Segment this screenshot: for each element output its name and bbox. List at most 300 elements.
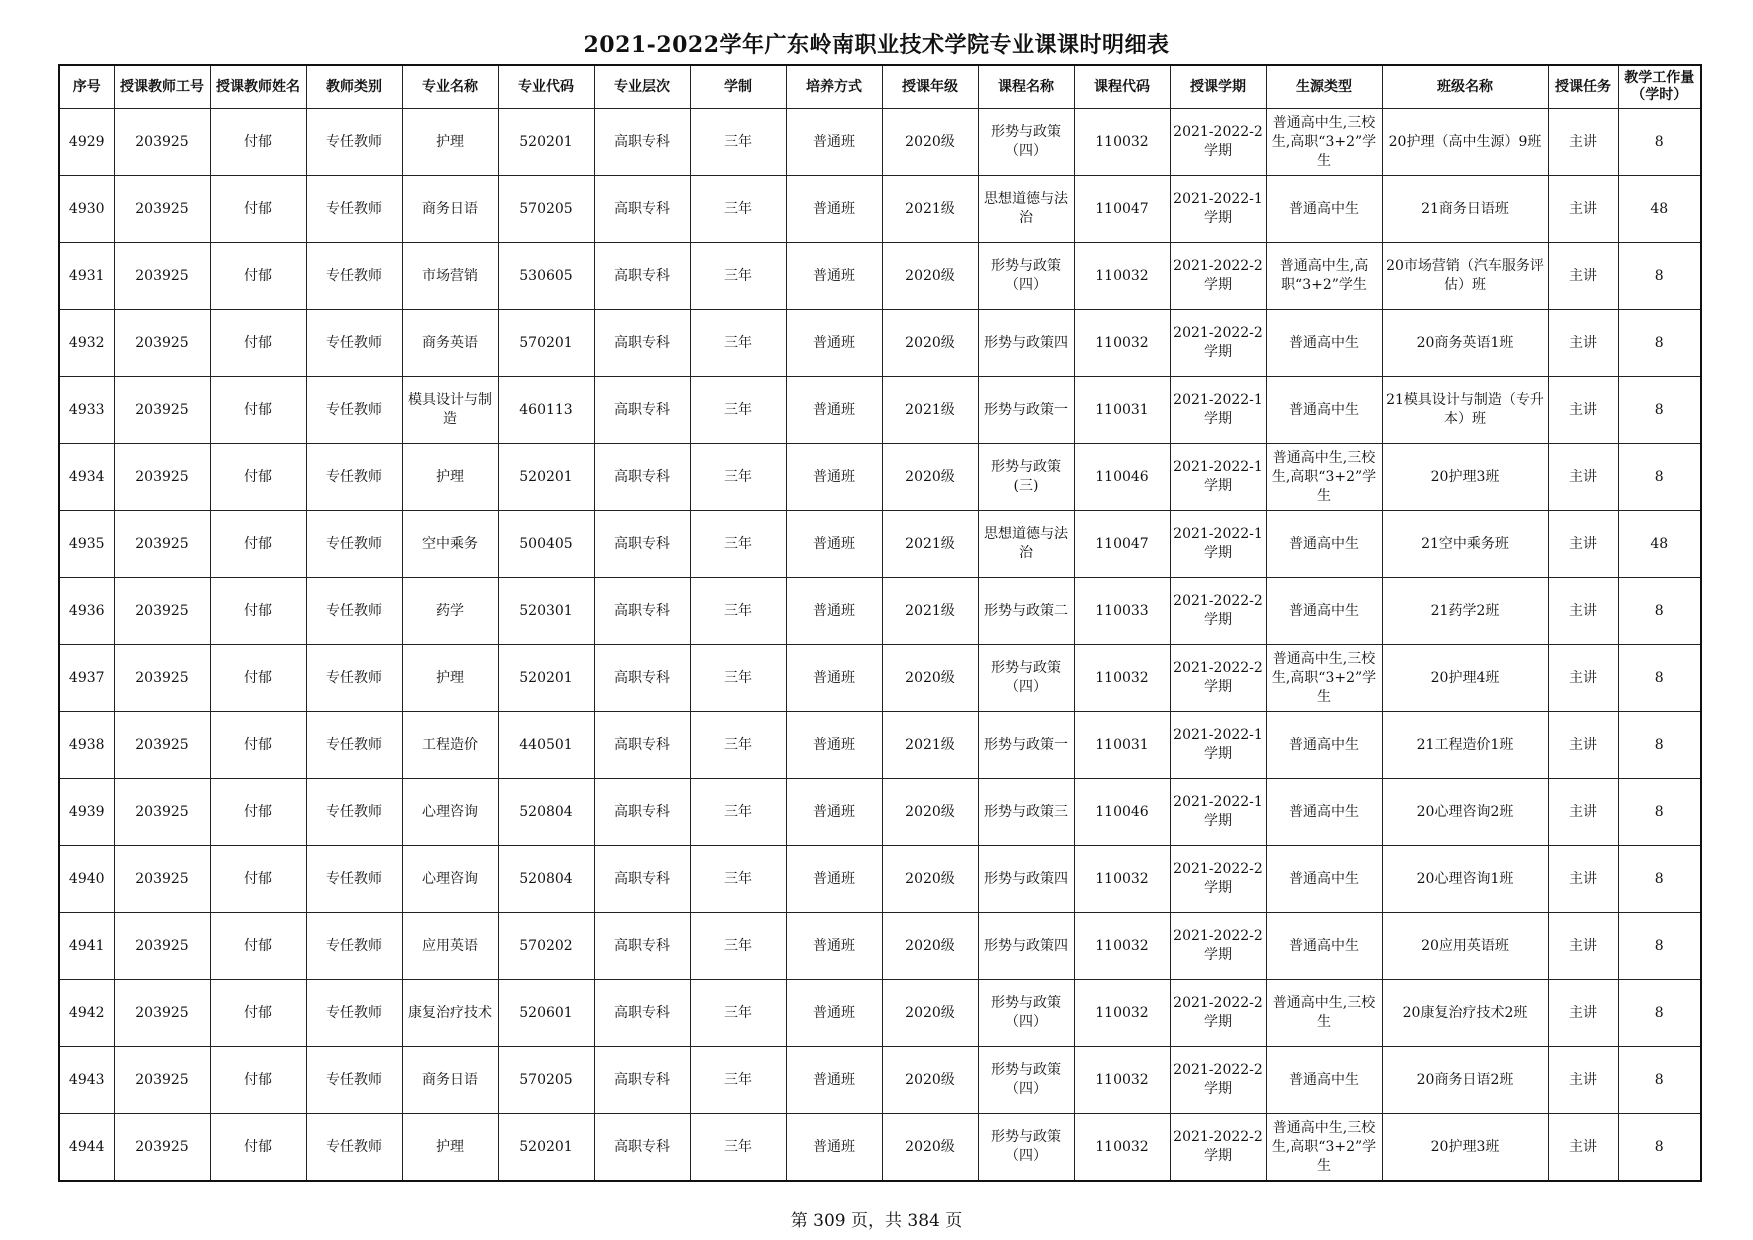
table-row [59,712,1701,779]
table-cell: 20市场营销（汽车服务评估）班 [1382,243,1548,310]
table-cell: 主讲 [1548,310,1618,377]
table-cell: 2020级 [882,1047,978,1114]
table-cell: 普通班 [786,109,882,176]
table-cell: 主讲 [1548,109,1618,176]
table-cell: 付郁 [210,243,306,310]
table-cell: 主讲 [1548,1047,1618,1114]
table-cell: 主讲 [1548,712,1618,779]
table-cell: 2021级 [882,712,978,779]
table-cell: 普通高中生,三校生 [1266,980,1382,1047]
table-row [59,913,1701,980]
table-cell: 48 [1618,511,1701,578]
table-cell: 21模具设计与制造（专升本）班 [1382,377,1548,444]
table-cell: 高职专科 [594,578,690,645]
table-cell: 普通班 [786,1047,882,1114]
table-cell: 4929 [59,109,114,176]
table-cell: 三年 [690,645,786,712]
table-cell: 2020级 [882,846,978,913]
table-cell: 主讲 [1548,377,1618,444]
table-cell: 高职专科 [594,310,690,377]
table-cell: 普通班 [786,377,882,444]
table-cell: 专任教师 [306,243,402,310]
table-cell: 专任教师 [306,310,402,377]
table-cell: 4935 [59,511,114,578]
table-cell: 三年 [690,1047,786,1114]
table-cell: 20应用英语班 [1382,913,1548,980]
table-cell: 主讲 [1548,645,1618,712]
table-cell: 工程造价 [402,712,498,779]
table-cell: 4930 [59,176,114,243]
table-cell: 4931 [59,243,114,310]
table-cell: 主讲 [1548,243,1618,310]
table-cell: 普通班 [786,913,882,980]
column-header: 教学工作量（学时） [1618,65,1701,109]
table-cell: 普通班 [786,645,882,712]
table-cell: 520301 [498,578,594,645]
table-cell: 2020级 [882,645,978,712]
table-cell: 203925 [114,712,210,779]
table-cell: 形势与政策四 [978,913,1074,980]
table-cell: 空中乘务 [402,511,498,578]
column-header: 授课教师姓名 [210,65,306,109]
table-cell: 20护理3班 [1382,1114,1548,1182]
table-cell: 普通高中生,三校生,高职“3+2”学生 [1266,444,1382,511]
table-cell: 形势与政策（四） [978,645,1074,712]
column-header: 学制 [690,65,786,109]
table-cell: 2020级 [882,913,978,980]
table-cell: 高职专科 [594,176,690,243]
table-cell: 8 [1618,913,1701,980]
table-cell: 8 [1618,109,1701,176]
table-cell: 110032 [1074,980,1170,1047]
table-row [59,109,1701,176]
table-cell: 203925 [114,377,210,444]
table-cell: 商务日语 [402,176,498,243]
table-cell: 高职专科 [594,109,690,176]
table-cell: 110032 [1074,645,1170,712]
table-cell: 4939 [59,779,114,846]
table-cell: 2021-2022-2学期 [1170,1114,1266,1182]
table-cell: 570201 [498,310,594,377]
table-row [59,779,1701,846]
table-cell: 形势与政策四 [978,310,1074,377]
table-cell: 203925 [114,511,210,578]
table-cell: 2021-2022-1学期 [1170,511,1266,578]
table-cell: 护理 [402,109,498,176]
table-cell: 三年 [690,109,786,176]
table-cell: 2021级 [882,511,978,578]
table-cell: 三年 [690,779,786,846]
table-cell: 4943 [59,1047,114,1114]
table-cell: 思想道德与法治 [978,511,1074,578]
table-cell: 付郁 [210,377,306,444]
table-cell: 110032 [1074,310,1170,377]
table-cell: 8 [1618,645,1701,712]
table-cell: 普通高中生 [1266,511,1382,578]
table-cell: 主讲 [1548,913,1618,980]
table-cell: 形势与政策一 [978,712,1074,779]
table-cell: 570205 [498,176,594,243]
table-cell: 普通高中生,三校生,高职“3+2”学生 [1266,109,1382,176]
table-cell: 专任教师 [306,980,402,1047]
table-cell: 21空中乘务班 [1382,511,1548,578]
table-cell: 520601 [498,980,594,1047]
table-cell: 21工程造价1班 [1382,712,1548,779]
table-cell: 高职专科 [594,377,690,444]
table-cell: 康复治疗技术 [402,980,498,1047]
table-cell: 普通班 [786,444,882,511]
table-cell: 三年 [690,377,786,444]
page-title: 2021-2022学年广东岭南职业技术学院专业课课时明细表 [583,32,1170,58]
table-cell: 2020级 [882,109,978,176]
page-footer: 第 309 页，共 384 页 [790,1211,963,1231]
table-cell: 普通班 [786,310,882,377]
table-cell: 4937 [59,645,114,712]
table-cell: 520804 [498,779,594,846]
table-cell: 203925 [114,1047,210,1114]
table-cell: 普通班 [786,578,882,645]
table-cell: 203925 [114,913,210,980]
table-cell: 110046 [1074,779,1170,846]
table-cell: 203925 [114,645,210,712]
table-cell: 2021级 [882,578,978,645]
table-cell: 思想道德与法治 [978,176,1074,243]
table-row [59,511,1701,578]
table-cell: 普通班 [786,511,882,578]
table-cell: 护理 [402,645,498,712]
table-cell: 高职专科 [594,1047,690,1114]
table-row [59,1047,1701,1114]
table-cell: 20护理（高中生源）9班 [1382,109,1548,176]
table-cell: 4944 [59,1114,114,1182]
table-cell: 付郁 [210,1047,306,1114]
table-cell: 8 [1618,243,1701,310]
table-cell: 三年 [690,980,786,1047]
table-cell: 4932 [59,310,114,377]
table-cell: 203925 [114,980,210,1047]
table-cell: 4942 [59,980,114,1047]
table-cell: 三年 [690,578,786,645]
column-header: 教师类别 [306,65,402,109]
table-cell: 专任教师 [306,444,402,511]
table-cell: 三年 [690,444,786,511]
table-cell: 付郁 [210,444,306,511]
table-cell: 普通高中生 [1266,712,1382,779]
table-cell: 付郁 [210,1114,306,1182]
table-cell: 普通高中生,三校生,高职“3+2”学生 [1266,1114,1382,1182]
table-cell: 普通班 [786,176,882,243]
table-cell: 付郁 [210,846,306,913]
column-header: 授课任务 [1548,65,1618,109]
table-cell: 2020级 [882,310,978,377]
table-cell: 110032 [1074,913,1170,980]
table-cell: 三年 [690,176,786,243]
table-row [59,1114,1701,1182]
table-cell: 8 [1618,444,1701,511]
table-cell: 110047 [1074,176,1170,243]
table-cell: 三年 [690,846,786,913]
column-header: 生源类型 [1266,65,1382,109]
table-cell: 普通高中生 [1266,779,1382,846]
table-cell: 主讲 [1548,578,1618,645]
table-cell: 8 [1618,1114,1701,1182]
table-cell: 2020级 [882,980,978,1047]
table-cell: 460113 [498,377,594,444]
table-cell: 203925 [114,109,210,176]
table-cell: 形势与政策四 [978,846,1074,913]
table-cell: 护理 [402,1114,498,1182]
table-cell: 110033 [1074,578,1170,645]
table-cell: 主讲 [1548,779,1618,846]
table-cell: 2020级 [882,779,978,846]
table-cell: 20心理咨询2班 [1382,779,1548,846]
table-cell: 专任教师 [306,779,402,846]
table-cell: 心理咨询 [402,846,498,913]
table-cell: 2021-2022-2学期 [1170,980,1266,1047]
table-cell: 203925 [114,243,210,310]
table-cell: 2021-2022-2学期 [1170,1047,1266,1114]
column-header: 专业层次 [594,65,690,109]
table-cell: 主讲 [1548,511,1618,578]
table-cell: 主讲 [1548,846,1618,913]
table-cell: 2021-2022-2学期 [1170,243,1266,310]
table-cell: 110046 [1074,444,1170,511]
table-cell: 付郁 [210,712,306,779]
table-cell: 形势与政策二 [978,578,1074,645]
table-cell: 4936 [59,578,114,645]
table-cell: 2021-2022-2学期 [1170,109,1266,176]
table-cell: 2021-2022-1学期 [1170,176,1266,243]
table-cell: 形势与政策一 [978,377,1074,444]
column-header: 班级名称 [1382,65,1548,109]
table-cell: 8 [1618,578,1701,645]
table-cell: 形势与政策(三) [978,444,1074,511]
table-cell: 普通高中生 [1266,310,1382,377]
table-cell: 心理咨询 [402,779,498,846]
table-cell: 4940 [59,846,114,913]
table-cell: 护理 [402,444,498,511]
table-cell: 形势与政策（四） [978,1047,1074,1114]
table-row [59,980,1701,1047]
table-cell: 21药学2班 [1382,578,1548,645]
table-cell: 2021-2022-1学期 [1170,779,1266,846]
table-cell: 20护理3班 [1382,444,1548,511]
table-cell: 203925 [114,176,210,243]
column-header: 授课年级 [882,65,978,109]
table-cell: 500405 [498,511,594,578]
table-cell: 520201 [498,645,594,712]
table-cell: 110032 [1074,243,1170,310]
table-cell: 专任教师 [306,712,402,779]
table-cell: 2021-2022-2学期 [1170,913,1266,980]
table-cell: 形势与政策（四） [978,1114,1074,1182]
table-cell: 普通高中生,三校生,高职“3+2”学生 [1266,645,1382,712]
table-cell: 530605 [498,243,594,310]
table-row [59,377,1701,444]
table-cell: 三年 [690,243,786,310]
table-cell: 8 [1618,779,1701,846]
table-cell: 110032 [1074,1114,1170,1182]
column-header: 授课教师工号 [114,65,210,109]
table-cell: 高职专科 [594,511,690,578]
table-cell: 应用英语 [402,913,498,980]
table-cell: 20康复治疗技术2班 [1382,980,1548,1047]
table-cell: 110031 [1074,377,1170,444]
table-cell: 普通高中生 [1266,913,1382,980]
column-header: 授课学期 [1170,65,1266,109]
table-cell: 专任教师 [306,176,402,243]
table-cell: 普通班 [786,243,882,310]
table-cell: 付郁 [210,176,306,243]
table-cell: 主讲 [1548,1114,1618,1182]
table-cell: 4933 [59,377,114,444]
table-cell: 形势与政策三 [978,779,1074,846]
column-header: 课程代码 [1074,65,1170,109]
table-cell: 2021-2022-1学期 [1170,444,1266,511]
table-cell: 付郁 [210,779,306,846]
table-cell: 三年 [690,1114,786,1182]
table-cell: 付郁 [210,511,306,578]
table-cell: 市场营销 [402,243,498,310]
table-cell: 20商务日语2班 [1382,1047,1548,1114]
table-row [59,444,1701,511]
table-row [59,310,1701,377]
table-row [59,578,1701,645]
table-cell: 付郁 [210,980,306,1047]
table-cell: 2021-2022-2学期 [1170,310,1266,377]
table-cell: 高职专科 [594,712,690,779]
table-cell: 高职专科 [594,645,690,712]
table-cell: 570205 [498,1047,594,1114]
table-row [59,645,1701,712]
table-cell: 付郁 [210,578,306,645]
table-cell: 高职专科 [594,243,690,310]
table-cell: 8 [1618,846,1701,913]
column-header: 专业名称 [402,65,498,109]
table-cell: 普通高中生,高职“3+2”学生 [1266,243,1382,310]
table-row [59,176,1701,243]
table-cell: 三年 [690,712,786,779]
table-cell: 主讲 [1548,444,1618,511]
table-cell: 2021-2022-1学期 [1170,377,1266,444]
table-cell: 520804 [498,846,594,913]
table-cell: 2021-2022-2学期 [1170,846,1266,913]
table-cell: 110032 [1074,1047,1170,1114]
table-cell: 专任教师 [306,846,402,913]
table-cell: 8 [1618,377,1701,444]
table-cell: 203925 [114,779,210,846]
table-cell: 主讲 [1548,176,1618,243]
course-hours-table [58,64,1702,1182]
table-cell: 20心理咨询1班 [1382,846,1548,913]
table-cell: 付郁 [210,310,306,377]
table-row [59,243,1701,310]
table-cell: 付郁 [210,913,306,980]
table-cell: 203925 [114,846,210,913]
table-cell: 专任教师 [306,511,402,578]
table-cell: 普通高中生 [1266,578,1382,645]
table-cell: 520201 [498,444,594,511]
table-cell: 20护理4班 [1382,645,1548,712]
table-cell: 普通高中生 [1266,846,1382,913]
table-cell: 普通班 [786,846,882,913]
table-cell: 110032 [1074,109,1170,176]
table-cell: 付郁 [210,645,306,712]
table-cell: 48 [1618,176,1701,243]
table-cell: 110031 [1074,712,1170,779]
table-cell: 普通班 [786,980,882,1047]
table-cell: 21商务日语班 [1382,176,1548,243]
table-cell: 2020级 [882,243,978,310]
table-cell: 普通高中生 [1266,377,1382,444]
table-cell: 203925 [114,310,210,377]
table-cell: 4938 [59,712,114,779]
table-cell: 8 [1618,712,1701,779]
table-cell: 普通班 [786,779,882,846]
table-cell: 4941 [59,913,114,980]
table-cell: 8 [1618,310,1701,377]
table-body [59,109,1701,1182]
table-cell: 普通高中生 [1266,1047,1382,1114]
table-cell: 形势与政策（四） [978,109,1074,176]
table-cell: 520201 [498,1114,594,1182]
table-cell: 药学 [402,578,498,645]
table-cell: 2020级 [882,1114,978,1182]
table-cell: 普通高中生 [1266,176,1382,243]
column-header: 课程名称 [978,65,1074,109]
table-cell: 高职专科 [594,779,690,846]
table-cell: 2021-2022-2学期 [1170,645,1266,712]
table-cell: 高职专科 [594,846,690,913]
table-cell: 2021-2022-2学期 [1170,578,1266,645]
table-cell: 2021-2022-1学期 [1170,712,1266,779]
table-cell: 570202 [498,913,594,980]
table-cell: 4934 [59,444,114,511]
table-cell: 商务日语 [402,1047,498,1114]
table-cell: 付郁 [210,109,306,176]
table-cell: 专任教师 [306,109,402,176]
table-cell: 520201 [498,109,594,176]
table-cell: 三年 [690,310,786,377]
table-cell: 203925 [114,1114,210,1182]
table-cell: 普通班 [786,712,882,779]
table-cell: 8 [1618,980,1701,1047]
table-cell: 三年 [690,511,786,578]
column-header: 培养方式 [786,65,882,109]
table-cell: 高职专科 [594,913,690,980]
table-cell: 专任教师 [306,1047,402,1114]
table-cell: 专任教师 [306,645,402,712]
table-cell: 专任教师 [306,1114,402,1182]
column-header: 专业代码 [498,65,594,109]
table-cell: 110047 [1074,511,1170,578]
table-cell: 2021级 [882,176,978,243]
table-cell: 高职专科 [594,980,690,1047]
table-cell: 专任教师 [306,913,402,980]
table-cell: 专任教师 [306,578,402,645]
table-cell: 普通班 [786,1114,882,1182]
table-cell: 2020级 [882,444,978,511]
table-cell: 高职专科 [594,1114,690,1182]
table-cell: 110032 [1074,846,1170,913]
table-header-row [59,65,1701,109]
table-cell: 三年 [690,913,786,980]
table-cell: 模具设计与制造 [402,377,498,444]
table-cell: 形势与政策（四） [978,980,1074,1047]
table-cell: 专任教师 [306,377,402,444]
table-cell: 8 [1618,1047,1701,1114]
table-cell: 高职专科 [594,444,690,511]
